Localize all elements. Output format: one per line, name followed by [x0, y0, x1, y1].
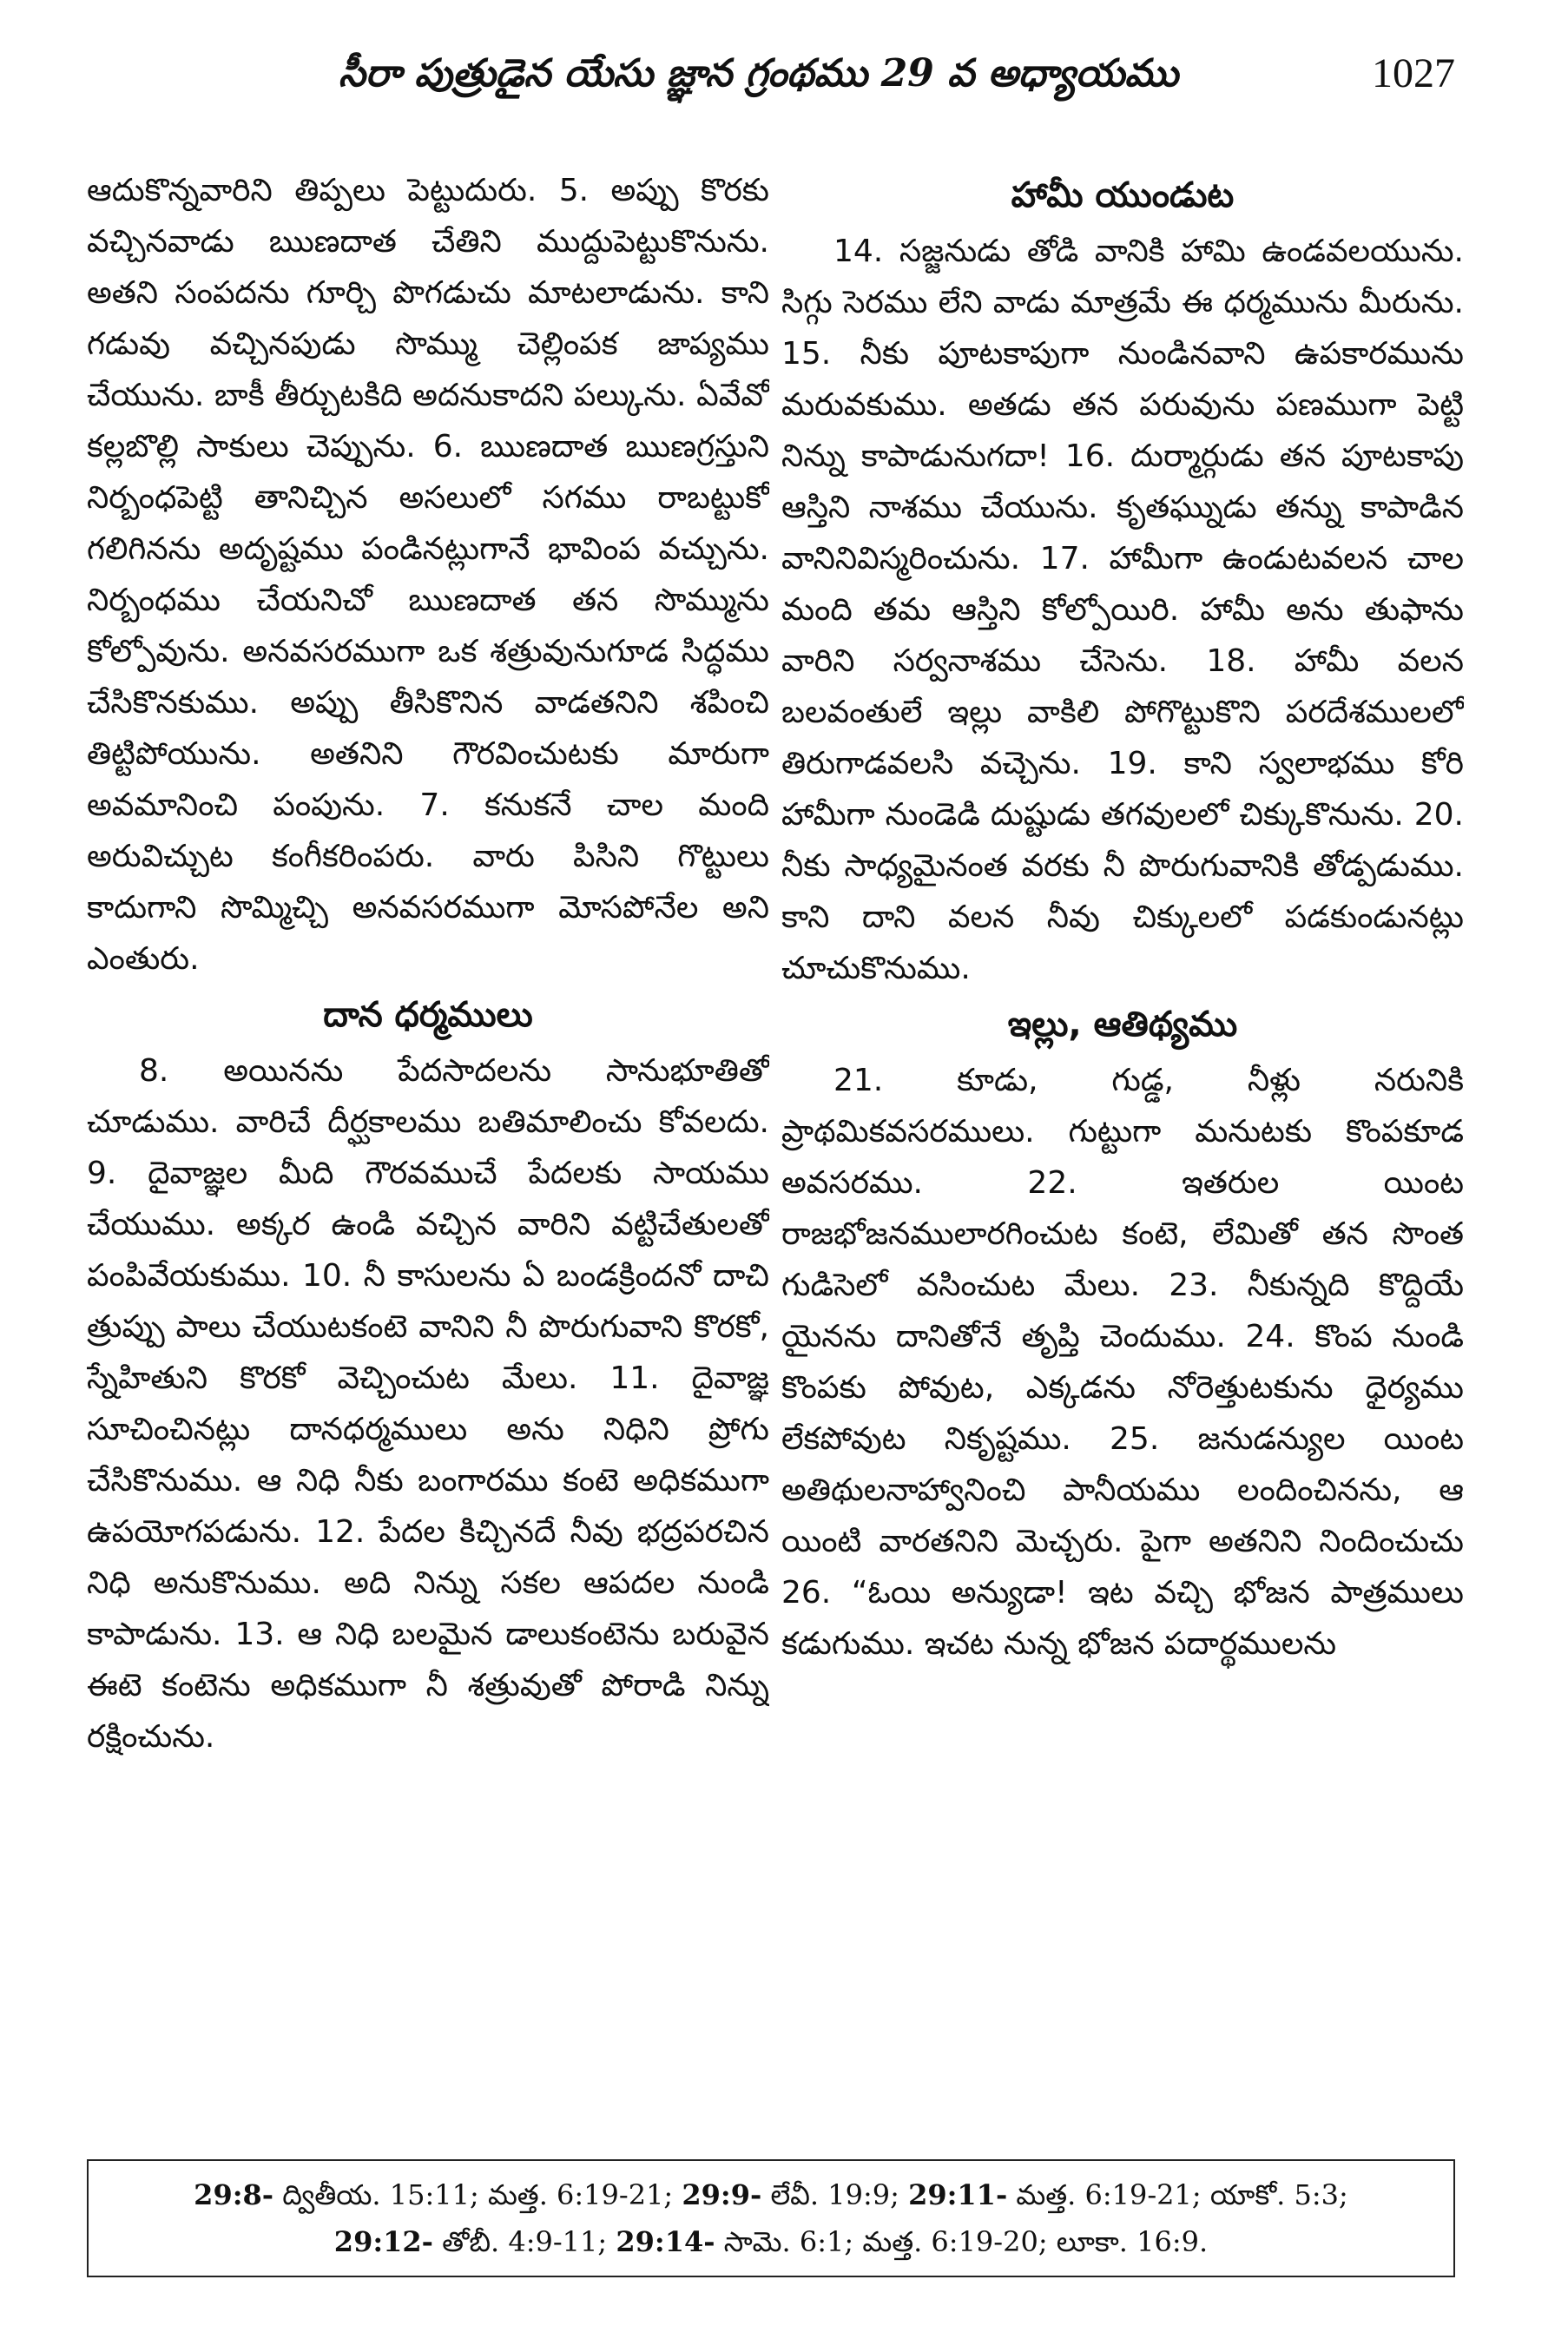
footnote-ref-label: 29:8- [194, 2178, 274, 2211]
page-number: 1027 [1372, 50, 1455, 96]
section-heading: ఇల్లు, ఆతిథ్యము [1007, 1005, 1238, 1044]
left-column [87, 165, 769, 2144]
footnote-ref-text: సామె. 6:1; మత్త. 6:19-20; లూకా. 16:9. [715, 2225, 1209, 2258]
paragraph: 8. అయినను పేదసాదలను సానుభూతితో చూడుము. వారిచే దీర్ఘకాలము బతిమాలించు కోవలదు. 9. దైవాజ్ఞల మీది గౌరవముచే పేదలకు సాయము చేయుము. అక్కర ఉండి వచ్చిన వారిని వట్టిచేతులతో పంపివేయకుము. 10. నీ కాసులను ఏ బండక్రిందనో దాచి త్రుప్పు పాలు చేయుటకంటె వానిని నీ పొరుగువాని కొరకో, స్నేహితుని కొరకో వెచ్చించుట మేలు. 11. దైవాజ్ఞ సూచించినట్లు దానధర్మములు అను నిధిని ప్రోగు చేసికొనుము. ఆ నిధి నీకు బంగారము కంటె అధికముగా ఉపయోగపడును. 12. పేదల కిచ్చినదే నీవు భద్రపరచిన నిధి అనుకొనుము. అది నిన్ను సకల ఆపదల నుండి కాపాడును. 13. ఆ నిధి బలమైన డాలుకంటెను బరువైన ఈటె కంటెను అధికముగా నీ శత్రువుతో పోరాడి నిన్ను రక్షించును. [87, 1053, 769, 1755]
running-title: సీరా పుత్రుడైన యేసు జ్ఞాన గ్రంథము 29 వ అధ్యాయము [339, 51, 1179, 96]
footnote-ref-label: 29:14- [616, 2225, 715, 2258]
page-header [87, 43, 1455, 104]
section-heading: దాన ధర్మములు [323, 995, 533, 1035]
section-heading: హామీ యుండుట [1011, 175, 1235, 215]
footnote-ref-text: మత్త. 6:19-21; యాకో. 5:3; [1007, 2178, 1348, 2211]
footnote-line-1 [89, 2171, 1453, 2218]
footnote-line-2 [89, 2218, 1453, 2265]
paragraph: 14. సజ్జనుడు తోడి వానికి హామి ఉండవలయును. సిగ్గు సెరము లేని వాడు మాత్రమే ఈ ధర్మమును మీరును. 15. నీకు పూటకాపుగా నుండినవాని ఉపకారమును మరువకుము. అతడు తన పరువును పణముగా పెట్టి నిన్ను కాపాడునుగదా! 16. దుర్మార్గుడు తన పూటకాపు ఆస్తిని నాశము చేయును. కృతఘ్నుడు తన్ను కాపాడిన వానినివిస్మరించును. 17. హామీగా ఉండుటవలన చాల మంది తమ ఆస్తిని కోల్పోయిరి. హామీ అను తుఫాను వారిని సర్వనాశము చేసెను. 18. హామీ వలన బలవంతులే ఇల్లు వాకిలి పోగొట్టుకొని పరదేశములలో తిరుగాడవలసి వచ్చెను. 19. కాని స్వలాభము కోరి హామీగా నుండెడి దుష్టుడు తగవులలో చిక్కుకొనును. 20. నీకు సాధ్యమైనంత వరకు నీ పొరుగువానికి తోడ్పడుము. కాని దాని వలన నీవు చిక్కులలో పడకుండునట్లు చూచుకొనుము. [781, 234, 1464, 986]
footnote-ref-label: 29:9- [682, 2178, 762, 2211]
footnote-ref-label: 29:12- [333, 2225, 433, 2258]
footnote-ref-text: తోబీ. 4:9-11; [432, 2225, 616, 2258]
cross-reference-footnotes [87, 2159, 1455, 2277]
footnote-ref-text: ద్వితీయ. 15:11; మత్త. 6:19-21; [273, 2178, 682, 2211]
footnote-ref-text: లేవీ. 19:9; [761, 2178, 909, 2211]
right-column [781, 165, 1464, 2144]
paragraph: 21. కూడు, గుడ్డ, నీళ్లు నరునికి ప్రాథమికవసరములు. గుట్టుగా మనుటకు కొంపకూడ అవసరము. 22. ఇతరుల యింట రాజభోజనములారగించుట కంటె, లేమితో తన సొంత గుడిసెలో వసించుట మేలు. 23. నీకున్నది కొద్దియే యైనను దానితోనే తృప్తి చెందుము. 24. కొంప నుండి కొంపకు పోవుట, ఎక్కడను నోరెత్తుటకును ధైర్యము లేకపోవుట నికృష్టము. 25. జనుడన్యుల యింట అతిథులనాహ్వానించి పానీయము లందించినను, ఆ యింటి వారతనిని మెచ్చరు. పైగా అతనిని నిందించుచు 26. “ఓయి అన్యుడా! ఇట వచ్చి భోజన పాత్రములు కడుగుము. ఇచట నున్న భోజన పదార్థములను [781, 1063, 1464, 1662]
paragraph: ఆదుకొన్నవారిని తిప్పలు పెట్టుదురు. 5. అప్పు కొరకు వచ్చినవాడు ఋణదాత చేతిని ముద్దుపెట్టుకొనును. అతని సంపదను గూర్చి పొగడుచు మాటలాడును. కాని గడువు వచ్చినపుడు సొమ్ము చెల్లింపక జాప్యము చేయును. బాకీ తీర్చుటకిది అదనుకాదని పల్కును. ఏవేవో కల్లబొల్లి సాకులు చెప్పును. 6. ఋణదాత ఋణగ్రస్తుని నిర్బంధపెట్టి తానిచ్చిన అసలులో సగము రాబట్టుకో గలిగినను అదృష్టము పండినట్లుగానే భావింప వచ్చును. నిర్బంధము చేయనిచో ఋణదాత తన సొమ్మును కోల్పోవును. అనవసరముగా ఒక శత్రువునుగూడ సిద్ధము చేసికొనకుము. అప్పు తీసికొనిన వాడతనిని శపించి తిట్టిపోయును. అతనిని గౌరవించుటకు మారుగా అవమానించి పంపును. 7. కనుకనే చాల మంది అరువిచ్చుట కంగీకరింపరు. వారు పిసిని గొట్టులు కాదుగాని సొమ్మిచ్చి అనవసరముగా మోసపోనేల అని ఎంతురు. [87, 173, 769, 977]
footnote-ref-label: 29:11- [908, 2178, 1008, 2211]
